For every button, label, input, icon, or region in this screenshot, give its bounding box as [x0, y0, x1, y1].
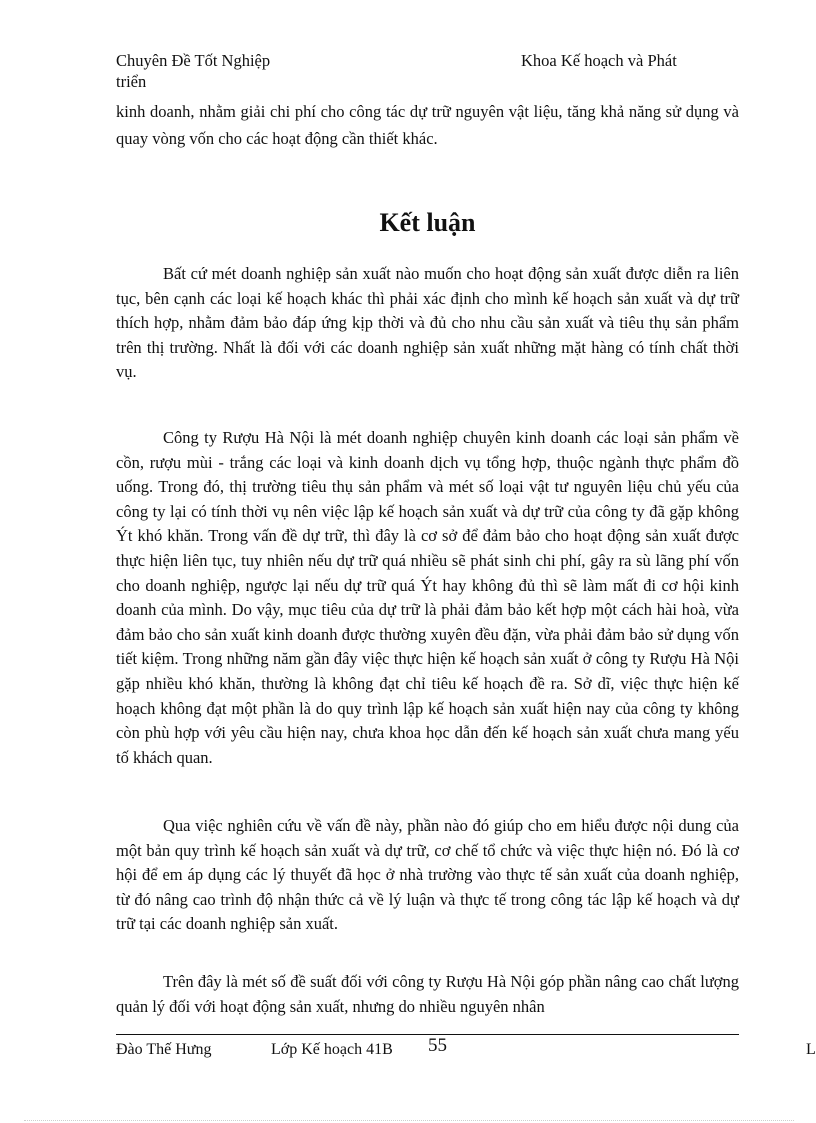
- section-title: Kết luận: [379, 208, 476, 237]
- paragraph-4: [116, 970, 739, 1019]
- header-thesis-title: Chuyên Đề Tốt Nghiệp: [116, 51, 271, 70]
- intro-paragraph: kinh doanh, nhằm giải chi phí cho công tác dự trữ nguyên vật liệu, tăng khả năng sử dụng và quay vòng vốn cho các hoạt động cần thiết khác.: [116, 102, 739, 148]
- paragraph-2: [116, 426, 739, 770]
- page-number: 55: [428, 1035, 447, 1056]
- footer-class: Lớp Kế hoạch 41B: [271, 1041, 393, 1058]
- paragraph-text: Bất cứ mét doanh nghiệp sản xuất nào muốn cho hoạt động sản xuất được diễn ra liên tục, bên cạnh các loại kế hoạch khác thì phải xác định cho mình kế hoạch sản xuất và dự trữ thích hợp, nhằm đảm bảo đáp ứng kịp thời và đủ cho nhu cầu sản xuất và tiêu thụ sản phẩm trên thị trường. Nhất là đối với các doanh nghiệp sản xuất những mặt hàng có tính chất thời vụ.: [116, 264, 739, 382]
- paragraph-text: Trên đây là mét số đề suất đối với công ty Rượu Hà Nội góp phần nâng cao chất lượng quản lý đối với hoạt động sản xuất, nhưng do nhiều nguyên nhân: [116, 972, 739, 1016]
- header-faculty-wrap: triển: [116, 72, 147, 91]
- footer-author: Đào Thế Hưng: [116, 1041, 212, 1058]
- paragraph-3: [116, 814, 739, 937]
- footer-cut-text: L: [806, 1041, 816, 1058]
- paragraph-text: Công ty Rượu Hà Nội là mét doanh nghiệp chuyên kinh doanh các loại sản phẩm về cồn, rượu mùi - trắng các loại và kinh doanh dịch vụ tổng hợp, thuộc ngành thực phẩm đồ uống. Trong đó, thị trường tiêu thụ sản phẩm và mét số loại vật tư nguyên liệu chủ yếu của công ty lại có tính thời vụ nên việc lập kế hoạch sản xuất và dự trữ của công ty đã gặp không Ýt khó khăn. Trong vấn đề dự trữ, thì đây là cơ sở để đảm bảo cho hoạt động sản xuất được thực hiện liên tục, tuy nhiên nếu dự trữ quá nhiều sẽ phát sinh chi phí, gây ra sù lãng phí vốn cho doanh nghiệp, ngược lại nếu dự trữ quá Ýt hay không đủ thì sẽ làm mất đi cơ hội kinh doanh của mình. Do vậy, mục tiêu của dự trữ là phải đảm bảo kết hợp một cách hài hoà, vừa đảm bảo cho sản xuất kinh doanh được thường xuyên đều đặn, vừa phải đảm bảo sử dụng vốn tiết kiệm. Trong những năm gần đây việc thực hiện kế hoạch sản xuất ở công ty Rượu Hà Nội gặp nhiều khó khăn, thường là không đạt chỉ tiêu kế hoạch đề ra. Sở dĩ, việc thực hiện kế hoạch không đạt một phần là do quy trình lập kế hoạch sản xuất hiện nay của công ty không còn phù hợp với yêu cầu hiện nay, chưa khoa học dẫn đến kế hoạch sản xuất chưa mang yếu tố khách quan.: [116, 428, 739, 767]
- header-faculty: Khoa Kế hoạch và Phát: [521, 51, 677, 70]
- page-bottom-edge: [24, 1120, 794, 1121]
- paragraph-1: [116, 262, 739, 385]
- paragraph-text: Qua việc nghiên cứu về vấn đề này, phần nào đó giúp cho em hiểu được nội dung của một bản quy trình kế hoạch sản xuất và dự trữ, cơ chế tổ chức và việc thực hiện nó. Đó là cơ hội để em áp dụng các lý thuyết đã học ở nhà trường vào thực tế sản xuất của doanh nghiệp, từ đó nâng cao trình độ nhận thức cả về lý luận và thực tế trong công tác lập kế hoạch và dự trữ tại các doanh nghiệp sản xuất.: [116, 816, 739, 934]
